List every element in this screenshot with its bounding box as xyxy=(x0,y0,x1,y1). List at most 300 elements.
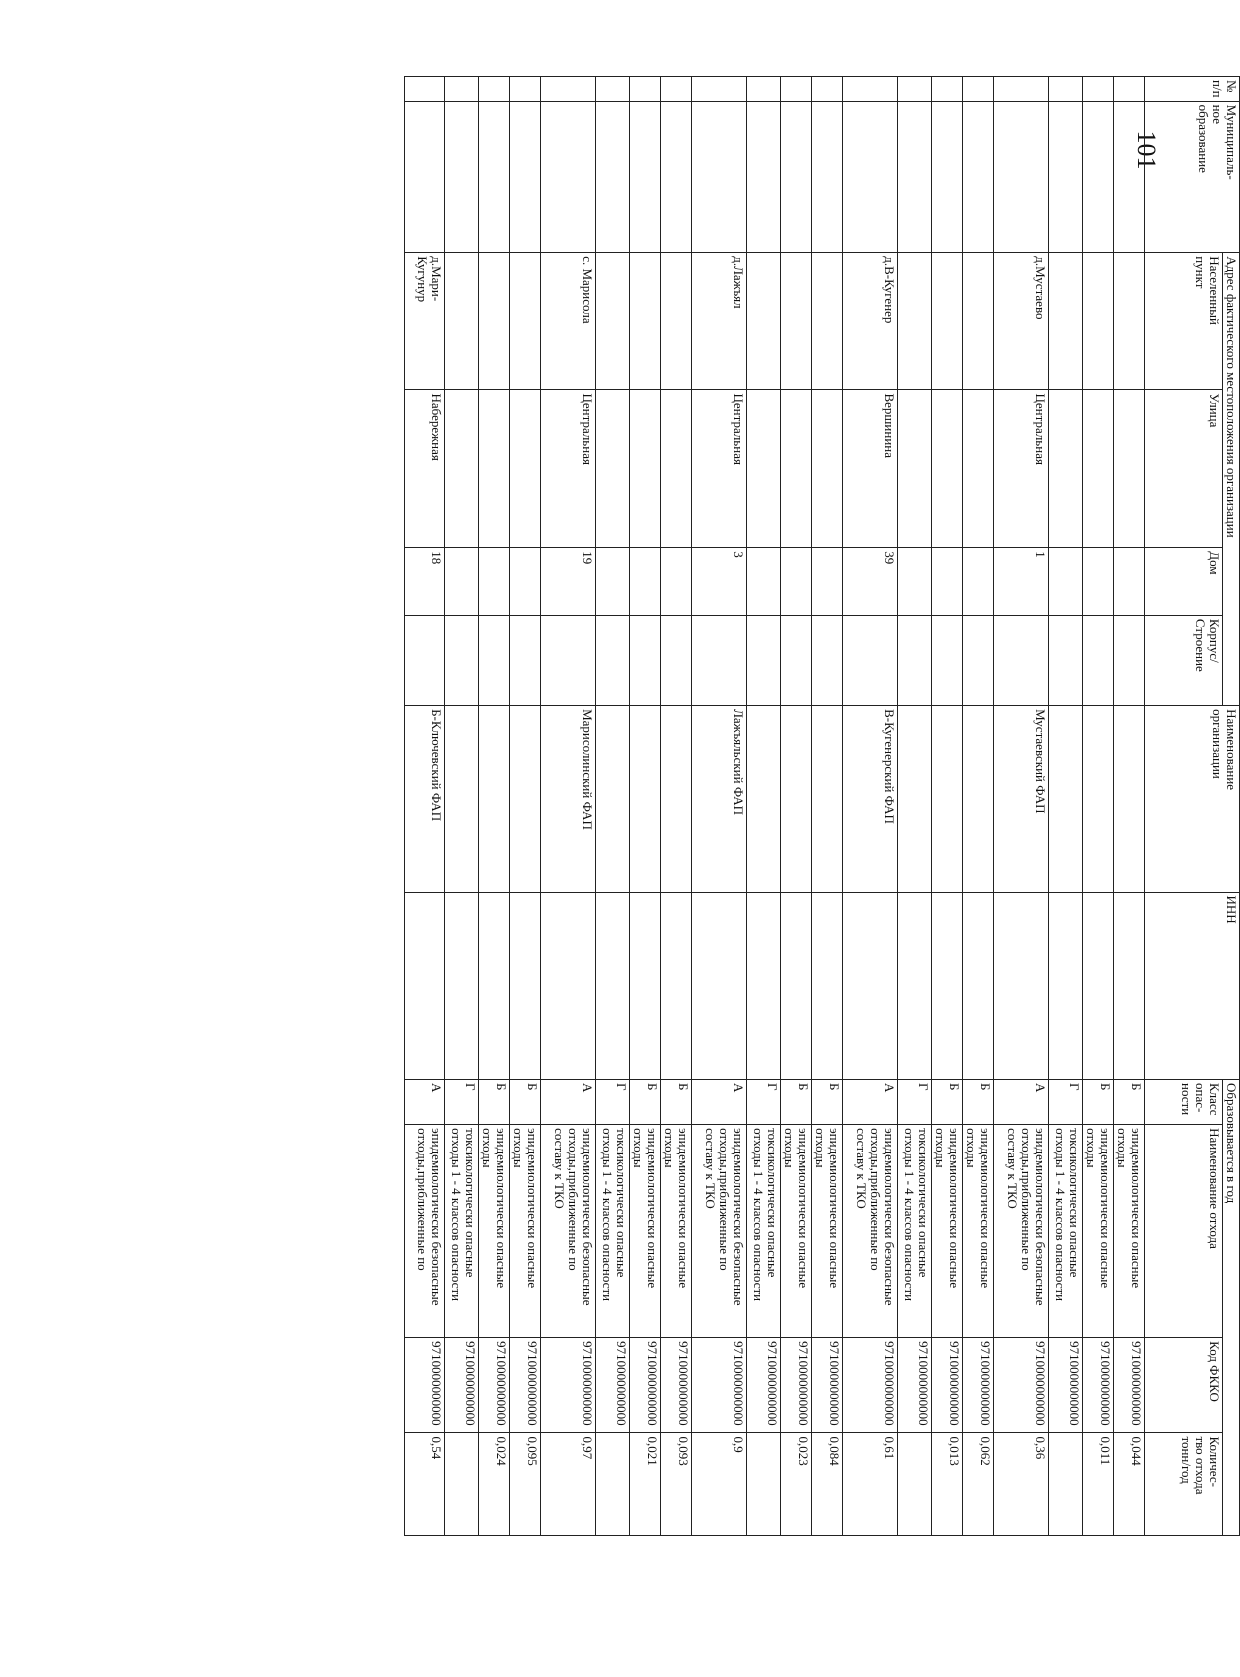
cell-house xyxy=(963,548,994,616)
cell-fkko-code: 9710000000000 xyxy=(630,1338,661,1433)
waste-name-line: токсикологически опасные xyxy=(916,1128,931,1278)
waste-name-line: отходы xyxy=(1115,1128,1130,1168)
cell-org-name xyxy=(630,706,661,892)
rotated-document-table xyxy=(415,76,1240,1536)
cell-num xyxy=(692,77,747,102)
header-municipality: Муниципаль- ное образование xyxy=(1145,101,1240,253)
cell-org-name xyxy=(747,706,781,892)
cell-inn xyxy=(932,892,963,1079)
cell-street xyxy=(932,390,963,548)
cell-num xyxy=(932,77,963,102)
waste-name-line: отходы xyxy=(1084,1128,1099,1168)
cell-waste-name xyxy=(747,1125,781,1338)
cell-hazard-class: Г xyxy=(1049,1080,1083,1125)
table-row xyxy=(812,77,843,1536)
cell-quantity xyxy=(596,1433,630,1536)
cell-inn xyxy=(510,892,541,1079)
cell-waste-name xyxy=(1083,1125,1114,1338)
cell-quantity xyxy=(747,1433,781,1536)
waste-name-line: отходы xyxy=(480,1128,495,1168)
header-num: № п/п xyxy=(1145,77,1240,102)
cell-street xyxy=(1083,390,1114,548)
cell-street: Набережная xyxy=(405,390,445,548)
cell-street xyxy=(661,390,692,548)
cell-street xyxy=(630,390,661,548)
header-quantity: Количес- тво отхода тонн/год xyxy=(1145,1433,1223,1536)
header-hazard-class: Класс опас- ности xyxy=(1145,1080,1223,1125)
cell-house xyxy=(898,548,932,616)
waste-name-line: отходы xyxy=(782,1128,797,1168)
cell-quantity: 0,9 xyxy=(692,1433,747,1536)
waste-name-line: токсикологически опасные xyxy=(463,1128,478,1278)
cell-org-name xyxy=(445,706,479,892)
cell-settlement: д.Лажъял xyxy=(692,253,747,390)
cell-settlement xyxy=(630,253,661,390)
waste-name-line: отходы xyxy=(511,1128,526,1168)
cell-settlement xyxy=(1083,253,1114,390)
cell-waste-name xyxy=(630,1125,661,1338)
cell-inn xyxy=(1049,892,1083,1079)
cell-house xyxy=(479,548,510,616)
cell-house: 3 xyxy=(692,548,747,616)
cell-fkko-code: 9710000000000 xyxy=(405,1338,445,1433)
cell-house: 39 xyxy=(843,548,898,616)
cell-org-name xyxy=(479,706,510,892)
cell-hazard-class: А xyxy=(405,1080,445,1125)
cell-quantity: 0,095 xyxy=(510,1433,541,1536)
cell-inn xyxy=(405,892,445,1079)
table-row xyxy=(661,77,692,1536)
cell-settlement xyxy=(510,253,541,390)
header-inn: ИНН xyxy=(1145,892,1240,1079)
table-row xyxy=(994,77,1049,1536)
cell-settlement xyxy=(747,253,781,390)
cell-quantity: 0,54 xyxy=(405,1433,445,1536)
table-row xyxy=(963,77,994,1536)
cell-settlement xyxy=(963,253,994,390)
cell-building xyxy=(630,615,661,705)
cell-house xyxy=(781,548,812,616)
waste-name-line: эпидемиологически опасные xyxy=(1098,1128,1113,1289)
cell-house: 18 xyxy=(405,548,445,616)
cell-fkko-code: 9710000000000 xyxy=(1049,1338,1083,1433)
cell-settlement: д.Мари- Кугунур xyxy=(405,253,445,390)
cell-building xyxy=(479,615,510,705)
cell-num xyxy=(510,77,541,102)
header-row-top xyxy=(1223,77,1240,1536)
cell-org-name xyxy=(812,706,843,892)
waste-name-line: составу к ТКО xyxy=(552,1128,567,1209)
cell-num xyxy=(661,77,692,102)
waste-name-line: отходы 1 - 4 классов опасности xyxy=(600,1128,615,1302)
header-org-name: Наименование организации xyxy=(1145,706,1240,892)
cell-org-name: Марисолинский ФАП xyxy=(541,706,596,892)
cell-quantity: 0,61 xyxy=(843,1433,898,1536)
cell-waste-name xyxy=(1114,1125,1145,1338)
header-building: Корпус/ Строение xyxy=(1145,615,1223,705)
header-house: Дом xyxy=(1145,548,1223,616)
waste-name-line: эпидемиологически безопасные xyxy=(731,1128,746,1306)
header-generated-group: Образовывается в год xyxy=(1223,1080,1240,1536)
cell-settlement xyxy=(1114,253,1145,390)
cell-fkko-code: 9710000000000 xyxy=(781,1338,812,1433)
waste-name-line: отходы 1 - 4 классов опасности xyxy=(751,1128,766,1302)
waste-name-line: отходы 1 - 4 классов опасности xyxy=(449,1128,464,1302)
cell-quantity xyxy=(898,1433,932,1536)
cell-waste-name xyxy=(932,1125,963,1338)
header-address-group: Адрес фактического местоположения организации xyxy=(1223,253,1240,706)
cell-hazard-class: А xyxy=(843,1080,898,1125)
cell-inn xyxy=(1083,892,1114,1079)
waste-name-line: эпидемиологически опасные xyxy=(796,1128,811,1289)
waste-name-line: отходы,приближенные по xyxy=(717,1128,732,1271)
cell-municipality xyxy=(1114,101,1145,253)
cell-waste-name xyxy=(812,1125,843,1338)
cell-org-name: Лажъяльский ФАП xyxy=(692,706,747,892)
cell-waste-name xyxy=(405,1125,445,1338)
cell-hazard-class: Б xyxy=(932,1080,963,1125)
cell-org-name xyxy=(1114,706,1145,892)
header-fkko: Код ФККО xyxy=(1145,1338,1223,1433)
cell-municipality xyxy=(596,101,630,253)
cell-fkko-code: 9710000000000 xyxy=(596,1338,630,1433)
cell-waste-name xyxy=(898,1125,932,1338)
cell-settlement xyxy=(932,253,963,390)
waste-name-line: токсикологически опасные xyxy=(1067,1128,1082,1278)
cell-num xyxy=(898,77,932,102)
cell-building xyxy=(405,615,445,705)
cell-municipality xyxy=(843,101,898,253)
cell-org-name xyxy=(661,706,692,892)
cell-house xyxy=(812,548,843,616)
cell-inn xyxy=(630,892,661,1079)
cell-fkko-code: 9710000000000 xyxy=(843,1338,898,1433)
cell-street xyxy=(747,390,781,548)
cell-hazard-class: Г xyxy=(596,1080,630,1125)
cell-settlement xyxy=(812,253,843,390)
table-row xyxy=(843,77,898,1536)
cell-municipality xyxy=(898,101,932,253)
cell-building xyxy=(932,615,963,705)
cell-num xyxy=(843,77,898,102)
waste-table xyxy=(404,76,1240,1536)
table-row xyxy=(445,77,479,1536)
cell-inn xyxy=(747,892,781,1079)
cell-house xyxy=(630,548,661,616)
cell-org-name xyxy=(1083,706,1114,892)
waste-name-line: токсикологически опасные xyxy=(765,1128,780,1278)
cell-building xyxy=(812,615,843,705)
cell-building xyxy=(1114,615,1145,705)
cell-fkko-code: 9710000000000 xyxy=(812,1338,843,1433)
cell-hazard-class: Б xyxy=(963,1080,994,1125)
cell-waste-name xyxy=(661,1125,692,1338)
cell-house xyxy=(596,548,630,616)
cell-municipality xyxy=(1049,101,1083,253)
cell-hazard-class: Б xyxy=(781,1080,812,1125)
waste-name-line: отходы xyxy=(662,1128,677,1168)
cell-fkko-code: 9710000000000 xyxy=(932,1338,963,1433)
cell-num xyxy=(445,77,479,102)
cell-waste-name xyxy=(541,1125,596,1338)
cell-quantity xyxy=(445,1433,479,1536)
cell-num xyxy=(963,77,994,102)
cell-building xyxy=(661,615,692,705)
waste-name-line: составу к ТКО xyxy=(854,1128,869,1209)
cell-fkko-code: 9710000000000 xyxy=(994,1338,1049,1433)
waste-name-line: эпидемиологически опасные xyxy=(947,1128,962,1289)
waste-name-line: эпидемиологически безопасные xyxy=(580,1128,595,1306)
cell-inn xyxy=(445,892,479,1079)
cell-waste-name xyxy=(994,1125,1049,1338)
cell-building xyxy=(445,615,479,705)
cell-waste-name xyxy=(1049,1125,1083,1338)
cell-fkko-code: 9710000000000 xyxy=(661,1338,692,1433)
cell-house xyxy=(1114,548,1145,616)
cell-num xyxy=(1083,77,1114,102)
cell-street xyxy=(898,390,932,548)
cell-street xyxy=(781,390,812,548)
cell-inn xyxy=(898,892,932,1079)
cell-house xyxy=(510,548,541,616)
cell-hazard-class: Б xyxy=(630,1080,661,1125)
cell-hazard-class: Г xyxy=(445,1080,479,1125)
waste-name-line: эпидемиологически опасные xyxy=(978,1128,993,1289)
cell-municipality xyxy=(812,101,843,253)
cell-org-name xyxy=(781,706,812,892)
waste-name-line: эпидемиологически опасные xyxy=(494,1128,509,1289)
cell-org-name xyxy=(510,706,541,892)
cell-municipality xyxy=(963,101,994,253)
cell-municipality xyxy=(405,101,445,253)
waste-name-line: отходы 1 - 4 классов опасности xyxy=(1053,1128,1068,1302)
cell-settlement: д.В-Кугенер xyxy=(843,253,898,390)
cell-fkko-code: 9710000000000 xyxy=(1114,1338,1145,1433)
cell-hazard-class: Б xyxy=(479,1080,510,1125)
table-row xyxy=(405,77,445,1536)
cell-num xyxy=(479,77,510,102)
waste-name-line: эпидемиологически опасные xyxy=(645,1128,660,1289)
cell-waste-name xyxy=(692,1125,747,1338)
cell-inn xyxy=(994,892,1049,1079)
cell-building xyxy=(541,615,596,705)
cell-building xyxy=(1049,615,1083,705)
table-row xyxy=(932,77,963,1536)
cell-street xyxy=(596,390,630,548)
table-row xyxy=(630,77,661,1536)
cell-building xyxy=(596,615,630,705)
table-row xyxy=(747,77,781,1536)
cell-building xyxy=(781,615,812,705)
cell-house xyxy=(445,548,479,616)
cell-house: 19 xyxy=(541,548,596,616)
cell-quantity: 0,024 xyxy=(479,1433,510,1536)
cell-num xyxy=(1049,77,1083,102)
cell-inn xyxy=(541,892,596,1079)
cell-settlement xyxy=(445,253,479,390)
header-settlement: Населенный пункт xyxy=(1145,253,1223,390)
cell-building xyxy=(963,615,994,705)
waste-name-line: эпидемиологически опасные xyxy=(525,1128,540,1289)
cell-waste-name xyxy=(445,1125,479,1338)
cell-municipality xyxy=(932,101,963,253)
cell-building xyxy=(510,615,541,705)
cell-inn xyxy=(692,892,747,1079)
cell-street xyxy=(812,390,843,548)
cell-hazard-class: Б xyxy=(1114,1080,1145,1125)
cell-fkko-code: 9710000000000 xyxy=(898,1338,932,1433)
cell-street xyxy=(479,390,510,548)
table-row xyxy=(479,77,510,1536)
waste-name-line: эпидемиологически опасные xyxy=(827,1128,842,1289)
cell-quantity: 0,013 xyxy=(932,1433,963,1536)
waste-name-line: составу к ТКО xyxy=(1005,1128,1020,1209)
waste-name-line: отходы,приближенные по xyxy=(868,1128,883,1271)
waste-name-line: эпидемиологически безопасные xyxy=(882,1128,897,1306)
cell-fkko-code: 9710000000000 xyxy=(747,1338,781,1433)
cell-org-name: Мустаевский ФАП xyxy=(994,706,1049,892)
cell-fkko-code: 9710000000000 xyxy=(541,1338,596,1433)
cell-inn xyxy=(479,892,510,1079)
cell-fkko-code: 9710000000000 xyxy=(510,1338,541,1433)
waste-name-line: отходы,приближенные по xyxy=(566,1128,581,1271)
cell-house xyxy=(747,548,781,616)
waste-name-line: отходы,приближенные по xyxy=(415,1128,430,1271)
cell-municipality xyxy=(1083,101,1114,253)
cell-street xyxy=(1114,390,1145,548)
cell-waste-name xyxy=(510,1125,541,1338)
cell-street xyxy=(963,390,994,548)
waste-name-line: отходы,приближенные по xyxy=(1019,1128,1034,1271)
cell-house: 1 xyxy=(994,548,1049,616)
cell-building xyxy=(994,615,1049,705)
cell-municipality xyxy=(630,101,661,253)
cell-house xyxy=(932,548,963,616)
cell-municipality xyxy=(541,101,596,253)
cell-inn xyxy=(963,892,994,1079)
cell-inn xyxy=(661,892,692,1079)
waste-name-line: отходы 1 - 4 классов опасности xyxy=(902,1128,917,1302)
waste-name-line: эпидемиологически опасные xyxy=(1129,1128,1144,1289)
cell-building xyxy=(692,615,747,705)
cell-inn xyxy=(843,892,898,1079)
cell-inn xyxy=(1114,892,1145,1079)
waste-name-line: отходы xyxy=(933,1128,948,1168)
table-row xyxy=(781,77,812,1536)
table-row xyxy=(1114,77,1145,1536)
header-waste-name: Наименование отхода xyxy=(1145,1125,1223,1338)
waste-name-line: токсикологически опасные xyxy=(614,1128,629,1278)
page-number: 101 xyxy=(1132,130,1161,170)
cell-building xyxy=(898,615,932,705)
cell-settlement xyxy=(781,253,812,390)
cell-municipality xyxy=(510,101,541,253)
cell-municipality xyxy=(479,101,510,253)
cell-num xyxy=(1114,77,1145,102)
cell-num xyxy=(405,77,445,102)
cell-quantity: 0,093 xyxy=(661,1433,692,1536)
cell-settlement xyxy=(1049,253,1083,390)
cell-inn xyxy=(781,892,812,1079)
cell-quantity: 0,011 xyxy=(1083,1433,1114,1536)
cell-house xyxy=(1049,548,1083,616)
cell-org-name xyxy=(932,706,963,892)
cell-hazard-class: Г xyxy=(747,1080,781,1125)
cell-fkko-code: 9710000000000 xyxy=(692,1338,747,1433)
cell-quantity: 0,062 xyxy=(963,1433,994,1536)
cell-quantity xyxy=(1049,1433,1083,1536)
cell-hazard-class: Б xyxy=(661,1080,692,1125)
cell-building xyxy=(1083,615,1114,705)
cell-inn xyxy=(596,892,630,1079)
cell-municipality xyxy=(692,101,747,253)
cell-waste-name xyxy=(596,1125,630,1338)
cell-fkko-code: 9710000000000 xyxy=(479,1338,510,1433)
cell-street: Центральная xyxy=(994,390,1049,548)
cell-hazard-class: А xyxy=(994,1080,1049,1125)
cell-fkko-code: 9710000000000 xyxy=(1083,1338,1114,1433)
cell-municipality xyxy=(445,101,479,253)
waste-name-line: отходы xyxy=(964,1128,979,1168)
cell-street: Вершинина xyxy=(843,390,898,548)
waste-name-line: отходы xyxy=(631,1128,646,1168)
cell-waste-name xyxy=(479,1125,510,1338)
cell-quantity: 0,023 xyxy=(781,1433,812,1536)
cell-hazard-class: Б xyxy=(812,1080,843,1125)
cell-org-name xyxy=(596,706,630,892)
cell-building xyxy=(843,615,898,705)
cell-org-name: В-Кугенерский ФАП xyxy=(843,706,898,892)
table-body xyxy=(405,77,1145,1536)
cell-fkko-code: 9710000000000 xyxy=(445,1338,479,1433)
waste-name-line: эпидемиологически опасные xyxy=(676,1128,691,1289)
cell-quantity: 0,021 xyxy=(630,1433,661,1536)
cell-num xyxy=(747,77,781,102)
cell-quantity: 0,97 xyxy=(541,1433,596,1536)
cell-street: Центральная xyxy=(541,390,596,548)
cell-municipality xyxy=(781,101,812,253)
header-street: Улица xyxy=(1145,390,1223,548)
cell-waste-name xyxy=(843,1125,898,1338)
cell-settlement xyxy=(898,253,932,390)
cell-org-name xyxy=(963,706,994,892)
cell-street: Центральная xyxy=(692,390,747,548)
cell-settlement xyxy=(661,253,692,390)
cell-quantity: 0,044 xyxy=(1114,1433,1145,1536)
table-row xyxy=(510,77,541,1536)
cell-street xyxy=(445,390,479,548)
cell-hazard-class: Б xyxy=(510,1080,541,1125)
cell-settlement xyxy=(479,253,510,390)
cell-quantity: 0,36 xyxy=(994,1433,1049,1536)
waste-name-line: эпидемиологически безопасные xyxy=(429,1128,444,1306)
table-row xyxy=(1083,77,1114,1536)
table-row xyxy=(596,77,630,1536)
cell-municipality xyxy=(661,101,692,253)
cell-org-name xyxy=(1049,706,1083,892)
table-row xyxy=(541,77,596,1536)
cell-num xyxy=(994,77,1049,102)
waste-name-line: эпидемиологически безопасные xyxy=(1033,1128,1048,1306)
cell-house xyxy=(1083,548,1114,616)
cell-waste-name xyxy=(963,1125,994,1338)
cell-settlement: с. Марисола xyxy=(541,253,596,390)
cell-settlement xyxy=(596,253,630,390)
cell-street xyxy=(510,390,541,548)
cell-num xyxy=(781,77,812,102)
cell-waste-name xyxy=(781,1125,812,1338)
table-row xyxy=(1049,77,1083,1536)
